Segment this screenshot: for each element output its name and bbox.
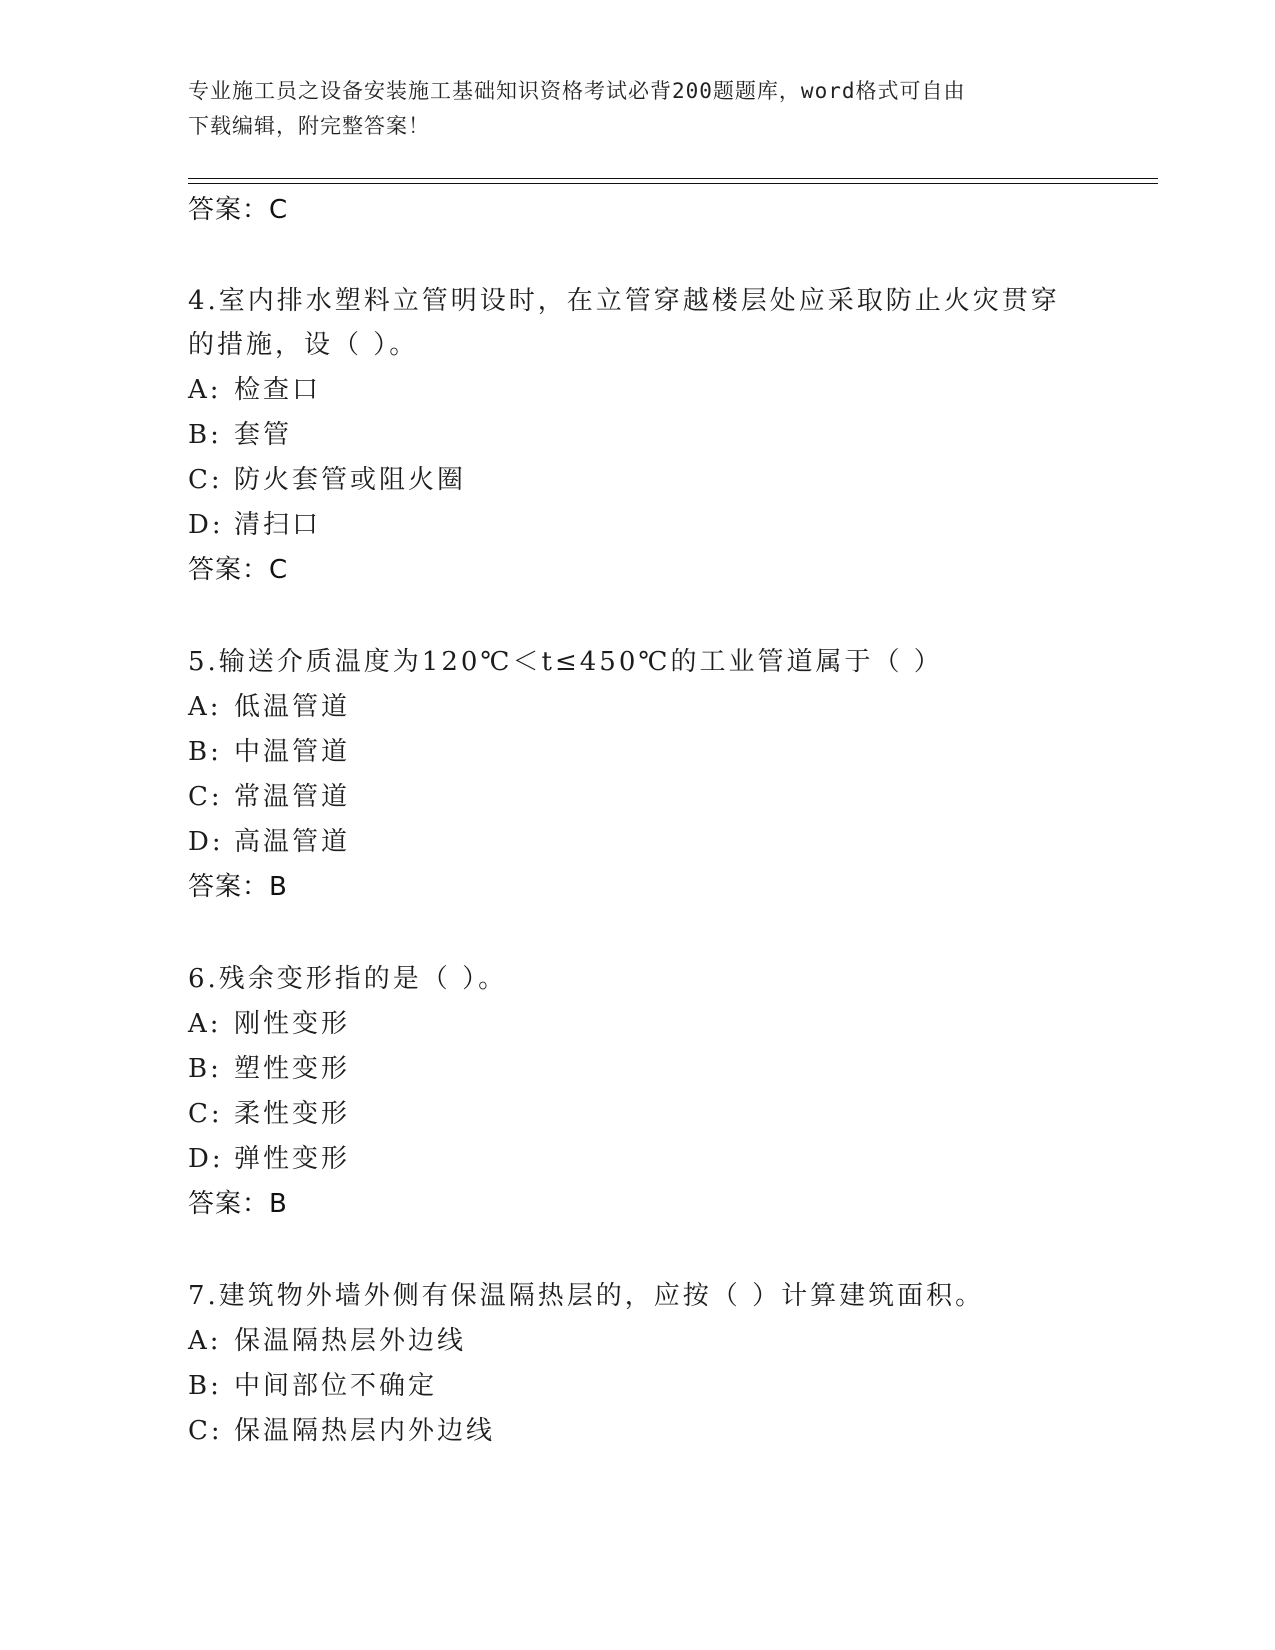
option-text: 中间部位不确定 — [234, 1371, 438, 1401]
option-text: 清扫口 — [234, 510, 322, 540]
option-letter: D: — [188, 510, 224, 540]
option-letter: B: — [188, 1054, 222, 1084]
q4-option-a — [188, 373, 321, 407]
option-text: 塑性变形 — [234, 1054, 351, 1084]
q7-stem-line-1: 7.建筑物外墙外侧有保温隔热层的，应按（ ）计算建筑面积。 — [188, 1281, 985, 1311]
q5-stem-line-1: 5.输送介质温度为120℃＜t≤450℃的工业管道属于（ ） — [188, 647, 943, 677]
option-text: 防火套管或阻火圈 — [234, 465, 467, 495]
q7-option-a — [188, 1324, 466, 1358]
option-text: 保温隔热层外边线 — [234, 1326, 467, 1356]
option-letter: B: — [188, 1371, 222, 1401]
q5-option-a — [188, 690, 350, 724]
q7-option-b — [188, 1369, 437, 1403]
option-text: 低温管道 — [234, 692, 351, 722]
option-letter: A: — [188, 692, 222, 722]
header-line-1: 专业施工员之设备安装施工基础知识资格考试必背200题题库，word格式可自由 — [188, 79, 966, 103]
q6-option-c — [188, 1097, 350, 1131]
q5-answer: 答案：B — [188, 872, 288, 902]
option-text: 套管 — [234, 420, 293, 450]
option-text: 检查口 — [234, 375, 322, 405]
option-letter: A: — [188, 375, 222, 405]
option-letter: A: — [188, 1326, 222, 1356]
q6-answer: 答案：B — [188, 1189, 288, 1219]
option-letter: B: — [188, 737, 222, 767]
option-letter: C: — [188, 782, 223, 812]
q7-option-c — [188, 1414, 495, 1448]
header-divider-top — [188, 178, 1158, 179]
answer-prev: 答案：C — [188, 195, 289, 225]
q6-stem-line-1: 6.残余变形指的是（ ）。 — [188, 964, 508, 994]
q6-option-a — [188, 1007, 350, 1041]
option-letter: C: — [188, 1416, 223, 1446]
q4-option-c — [188, 463, 466, 497]
header-line-2: 下载编辑，附完整答案！ — [188, 114, 430, 138]
q4-option-b — [188, 418, 292, 452]
q6-option-b — [188, 1052, 350, 1086]
option-letter: D: — [188, 1144, 224, 1174]
header-divider-bottom — [188, 183, 1158, 184]
option-text: 刚性变形 — [234, 1009, 351, 1039]
q5-option-b — [188, 735, 350, 769]
option-text: 弹性变形 — [234, 1144, 351, 1174]
document-header — [188, 74, 1088, 144]
q4-option-d — [188, 508, 321, 542]
q4-stem-line-1: 4.室内排水塑料立管明设时，在立管穿越楼层处应采取防止火灾贯穿 — [188, 286, 1060, 316]
option-letter: D: — [188, 827, 224, 857]
option-text: 常温管道 — [234, 782, 351, 812]
option-letter: C: — [188, 1099, 223, 1129]
option-text: 中温管道 — [234, 737, 351, 767]
option-letter: A: — [188, 1009, 222, 1039]
option-text: 高温管道 — [234, 827, 351, 857]
option-text: 柔性变形 — [234, 1099, 351, 1129]
q4-stem-line-2: 的措施，设（ ）。 — [188, 330, 419, 360]
q5-option-c — [188, 780, 350, 814]
option-letter: C: — [188, 465, 223, 495]
option-letter: B: — [188, 420, 222, 450]
q4-answer: 答案：C — [188, 555, 289, 585]
option-text: 保温隔热层内外边线 — [234, 1416, 496, 1446]
q5-option-d — [188, 825, 350, 859]
q6-option-d — [188, 1142, 350, 1176]
